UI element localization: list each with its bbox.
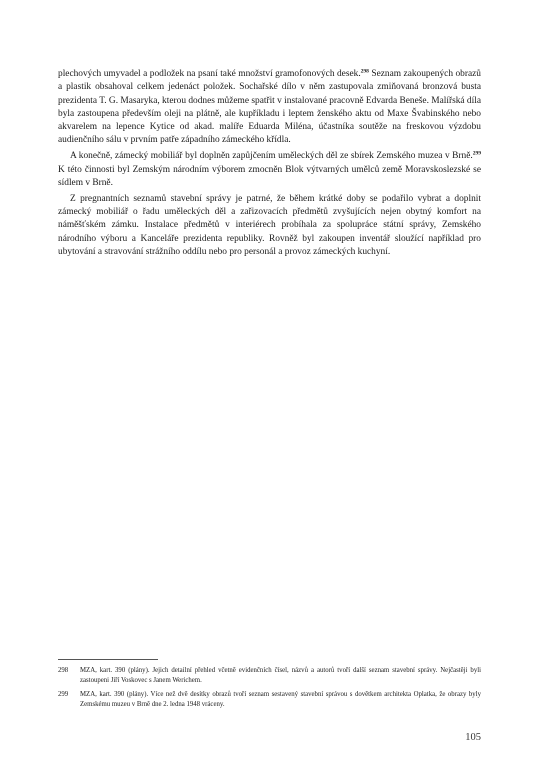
footnote-number: 299 [58, 690, 69, 698]
footnote-text: MZA, kart. 390 (plány). Více než dvě desítky obrazů tvoří seznam sestavený stavební správou s dovětkem architekta Oplatka, že obrazy byly Zemskému muzeu v Brně dne 2. ledna 1948 vráceny. [80, 690, 481, 708]
paragraph-2 [58, 150, 481, 190]
footnote-298 [58, 666, 481, 687]
footnote-text: MZA, kart. 390 (plány). Jejich detailní přehled včetně evidenčních čísel, názvů a autorů tvoří další seznam stavební správy. Nejčastěji byli zastoupeni Jiří Voskovec s Janem Werichem. [80, 667, 481, 685]
paragraph-3 [58, 193, 481, 259]
footnote-ref-299[interactable]: 299 [472, 150, 481, 157]
paragraph-text: plechových umyvadel a podložek na psaní také množství gramofonových desek. [58, 69, 361, 79]
footnote-ref-298[interactable]: 298 [360, 68, 369, 75]
paragraph-text: K této činnosti byl Zemským národním výborem zmocněn Blok výtvarných umělců země Moravskoslezské se sídlem v Brně. [58, 164, 481, 188]
footnote-299 [58, 690, 481, 711]
paragraph-text: A konečně, zámecký mobiliář byl doplněn zapůjčením uměleckých děl ze sbírek Zemského muzea v Brně. [70, 151, 473, 162]
paragraph-text: Z pregnantních seznamů stavební správy je patrné, že během krátké doby se podařilo vybrat a doplnit zámecký mobiliář o řadu uměleckých děl a zařizovacích předmětů zvyšujících nejen obytný komfort na náměšťském zámku. Instalace předmětů v interiérech probíhala za spolupráce státní správy, Zemského národního výboru a Kanceláře prezidenta republiky. Rovněž byl zakoupen inventář sloužící například pro ubytování a stravování strážního oddílu nebo pro personál a provoz zámeckých kuchyní. [58, 193, 481, 257]
page-number: 105 [465, 732, 481, 743]
paragraph-text: Seznam zakoupených obrazů a plastik obsahoval celkem jedenáct položek. Sochařské dílo v něm zastupovala zmiňovaná bronzová busta prezidenta T. G. Masaryka, kterou dodnes můžeme spatřit v instalované pracovně Edvarda Beneše. Malířská díla byla zastoupena především oleji na plátně, ale kupříkladu i leptem ženského aktu od Maxe Švabinského nebo akvarelem na lepence Kytice od akad. malíře Eduarda Miléna, účastníka soutěže na freskovou výzdobu audienčního sálu v prvním patře západního zámeckého křídla. [58, 69, 481, 146]
footnotes [58, 666, 481, 713]
footnote-number: 298 [58, 667, 69, 674]
paragraph-1 [58, 68, 481, 148]
main-text [58, 68, 481, 262]
footnote-divider [58, 659, 158, 660]
